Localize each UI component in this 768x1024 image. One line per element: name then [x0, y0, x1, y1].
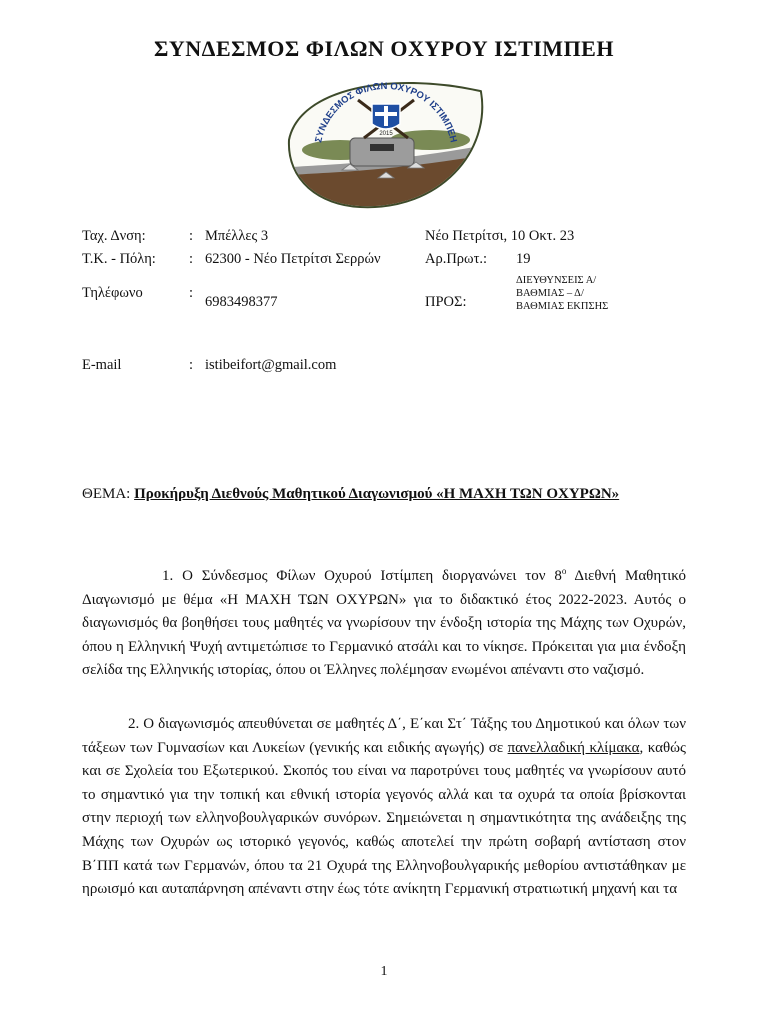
flag-shield-icon [372, 104, 400, 129]
logo-ring-text: ΣΥΝΔΕΣΜΟΣ ΦΙΛΩΝ ΟΧΥΡΟΥ ΙΣΤΙΜΠΕΗ [313, 80, 459, 144]
page-number: 1 [380, 964, 388, 979]
paragraph-1: 1. Ο Σύνδεσμος Φίλων Οχυρού Ιστίμπεη διοργανώνει τον $8^o$ Διεθνή Μαθητικό Διαγωνισμό με θέμα «Η ΜΑΧΗ ΤΩΝ ΟΧΥΡΩΝ» για το διδακτικό έτος 2022-2023. Αυτός ο διαγωνισμός θα βοηθήσει τους μαθητές να γνωρίσουν την ένδοξη ιστορία της Μάχης των Οχυρών, όπου η Ελληνική Ψυχή αντιμετώπισε το Γερμανικό ατσάλι και το νίκησε. Πρόκειται για μια ένδοξη σελίδα της Ελληνικής ιστορίας, όπου οι Έλληνες πολέμησαν ενωμένοι απέναντι στο ναζισμό. [82, 566, 687, 679]
address-value: Μπέλλες 3 [205, 228, 269, 244]
logo-year: 2015 [379, 131, 393, 137]
association-logo [280, 80, 492, 210]
recipient-label: ΠΡΟΣ: [425, 294, 467, 310]
city-value: 62300 - Νέο Πετρίτσι Σερρών [205, 251, 381, 267]
phone-value: 6983498377 [205, 294, 278, 310]
underlined-phrase: πανελλαδική κλίμακα [507, 739, 640, 756]
subject-line [82, 483, 686, 505]
paragraph-2: 2. Ο διαγωνισμός απευθύνεται σε μαθητές Δ΄, Ε΄και Στ΄ Τάξης του Δημοτικού και όλων των τάξεων των Γυμνασίων και Λυκείων (γενικής και ειδικής αγωγής) σε πανελλαδική κλίμακα, καθώς και σε Σχολεία του Εξωτερικού. Σκοπός του είναι να παροτρύνει τους μαθητές να γνωρίσουν αυτό το σημαντικό για την τοπική και εθνική ιστορία γεγονός αλλά και τα οχυρά τα οποία βρίσκονται στην περιοχή των ελληνοβουλγαρικών συνόρων. Σημειώνεται η σημαντικότητα της ανάδειξης της Μάχης των Οχυρών ως ιστορικό γεγονός, καθώς αποτελεί την πρώτη σοβαρή αντίσταση στον Β΄ΠΠ κατά των Γερμανών, όπου τα 21 Οχυρά της Ελληνοβουλγαρικής μεθορίου αντιστάθηκαν με ηρωισμό και αυταπάρνηση απέναντι στην έως τότε ανίκητη Γερμανική στρατιωτική μηχανή και τα [82, 716, 686, 898]
email-value[interactable]: istibeifort@gmail.com [205, 357, 337, 373]
subject-text: Προκήρυξη Διεθνούς Μαθητικού Διαγωνισμού «Η ΜΑΧΗ ΤΩΝ ΟΧΥΡΩΝ» [134, 486, 620, 502]
colon: : [189, 357, 194, 373]
address-label: Ταχ. Δνση: [82, 228, 146, 244]
colon: : [189, 285, 194, 301]
page-title: ΣΥΝΔΕΣΜΟΣ ΦΙΛΩΝ ΟΧΥΡΟΥ ΙΣΤΙΜΠΕΗ [154, 36, 614, 61]
colon: : [189, 228, 194, 244]
protocol-value: 19 [516, 251, 531, 267]
letter-date: Νέο Πετρίτσι, 10 Οκτ. 23 [425, 228, 575, 244]
colon: : [189, 251, 194, 267]
email-label: E-mail [82, 357, 122, 373]
city-label: Τ.Κ. - Πόλη: [82, 251, 156, 267]
protocol-label: Αρ.Πρωτ.: [425, 251, 488, 267]
phone-label: Τηλέφωνο [82, 285, 143, 301]
subject-label: ΘΕΜΑ: [82, 486, 131, 502]
recipient-value: ΔΙΕΥΘΥΝΣΕΙΣ Α/ΒΑΘΜΙΑΣ – Δ/ΒΑΘΜΙΑΣ ΕΚΠΣΗΣ [516, 275, 609, 312]
